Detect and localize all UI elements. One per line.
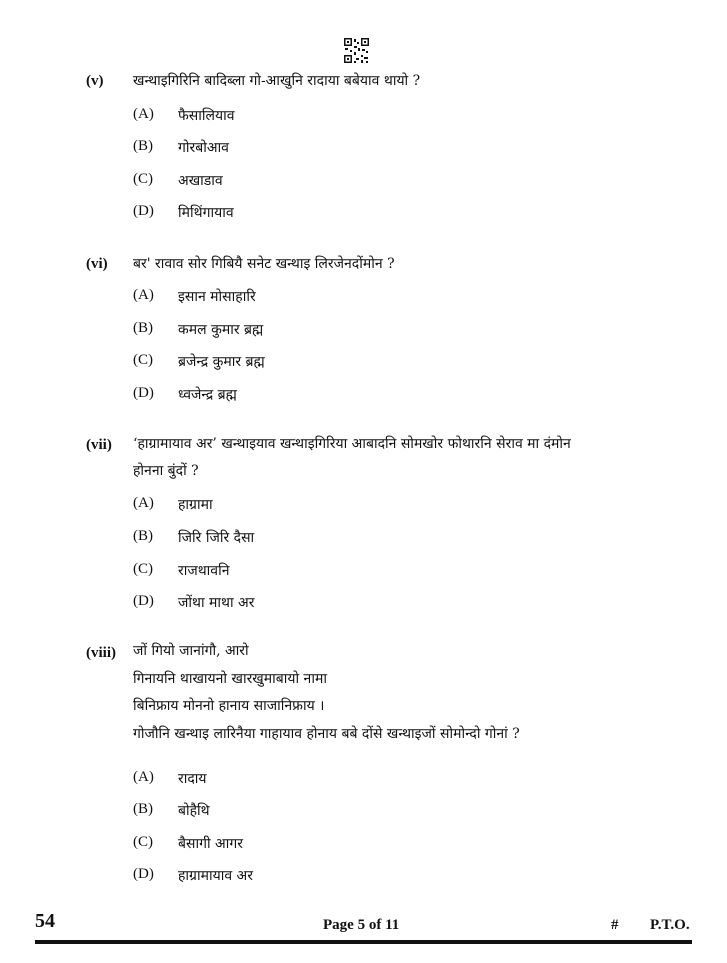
option-label: (B) [133,528,153,544]
option-c [0,171,727,195]
question-text [133,68,663,95]
option-text: अखाडाव [178,173,223,189]
option-d [0,866,727,890]
page-indicator: Page 5 of 11 [323,917,400,933]
option-label: (A) [133,495,154,511]
option-c [0,834,727,858]
question-text [133,251,663,278]
option-b [0,320,727,344]
option-text: जिरि जिरि दैसा [178,530,255,546]
option-label: (D) [133,593,154,609]
option-label: (B) [133,320,153,336]
question-number: (v) [86,73,104,89]
option-text: कमल कुमार ब्रह्म [178,322,264,338]
paper-code: 54 [35,910,55,932]
option-b [0,138,727,162]
footer-rule [35,940,692,944]
question-text [133,638,678,748]
option-label: (A) [133,106,154,122]
option-a [0,769,727,793]
option-text: हाग्रामा [178,497,213,513]
option-label: (D) [133,203,154,219]
option-label: (A) [133,769,154,785]
option-label: (C) [133,171,153,187]
option-b [0,801,727,825]
option-a [0,106,727,130]
option-text: राजथावनि [178,563,230,579]
question-text [133,431,678,485]
option-label: (D) [133,866,154,882]
option-text: गोरबोआव [178,140,229,156]
option-text: मिथिंगायाव [178,205,234,221]
option-a [0,495,727,519]
question-number: (vi) [86,256,108,272]
footer-hash: # [611,917,619,933]
option-text: ध्वजेन्द्र ब्रह्म [178,387,237,403]
option-label: (B) [133,138,153,154]
option-text: बोहैथि [178,803,210,819]
option-text: हाग्रामायाव अर [178,868,253,884]
question-line: गिनायनि थाखायनो खारखुमाबायो नामा [133,670,327,687]
option-text: जोंथा माथा अर [178,595,255,611]
option-label: (C) [133,561,153,577]
option-label: (C) [133,834,153,850]
question-line: जों गियो जानांगौ, आरो [133,643,249,659]
option-text: बैसागी आगर [178,836,243,852]
question-line: बिनिफ्राय मोननो हानाय साजानिफ्राय । [133,698,325,714]
option-a [0,287,727,311]
question-line: ‘हाग्रामायाव अर’ खन्थाइयाव खन्थाइगिरिया आबादनि सोमखोर फोथारनि सेराव मा दंमोन [133,436,571,452]
question-number: (vii) [86,437,112,453]
option-label: (B) [133,801,153,817]
question-line: खन्थाइगिरिनि बादिब्ला गो-आखुनि रादाया बबेयाव थायो ? [133,73,421,89]
option-c [0,561,727,585]
question-line: गोजौनि खन्थाइ लारिनैया गाहायाव होनाय बबे दोंसे खन्थाइजों सोमोन्दो गोनां ? [133,725,520,742]
option-c [0,352,727,376]
option-label: (D) [133,385,154,401]
option-d [0,593,727,617]
option-d [0,203,727,227]
question-line: होनना बुंदों ? [133,463,199,479]
option-text: ब्रजेन्द्र कुमार ब्रह्म [178,354,265,370]
qr-code-icon [343,37,370,64]
option-d [0,385,727,409]
pto-label: P.T.O. [650,917,690,933]
option-label: (A) [133,287,154,303]
question-line: बर' रावाव सोर गिबियै सनेट खन्थाइ लिरजेनदोंमोन ? [133,256,395,272]
option-text: फैसालियाव [178,108,235,124]
option-text: इसान मोसाहारि [178,289,256,305]
question-number: (viii) [86,645,116,661]
option-b [0,528,727,552]
option-label: (C) [133,352,153,368]
option-text: रादाय [178,771,207,787]
